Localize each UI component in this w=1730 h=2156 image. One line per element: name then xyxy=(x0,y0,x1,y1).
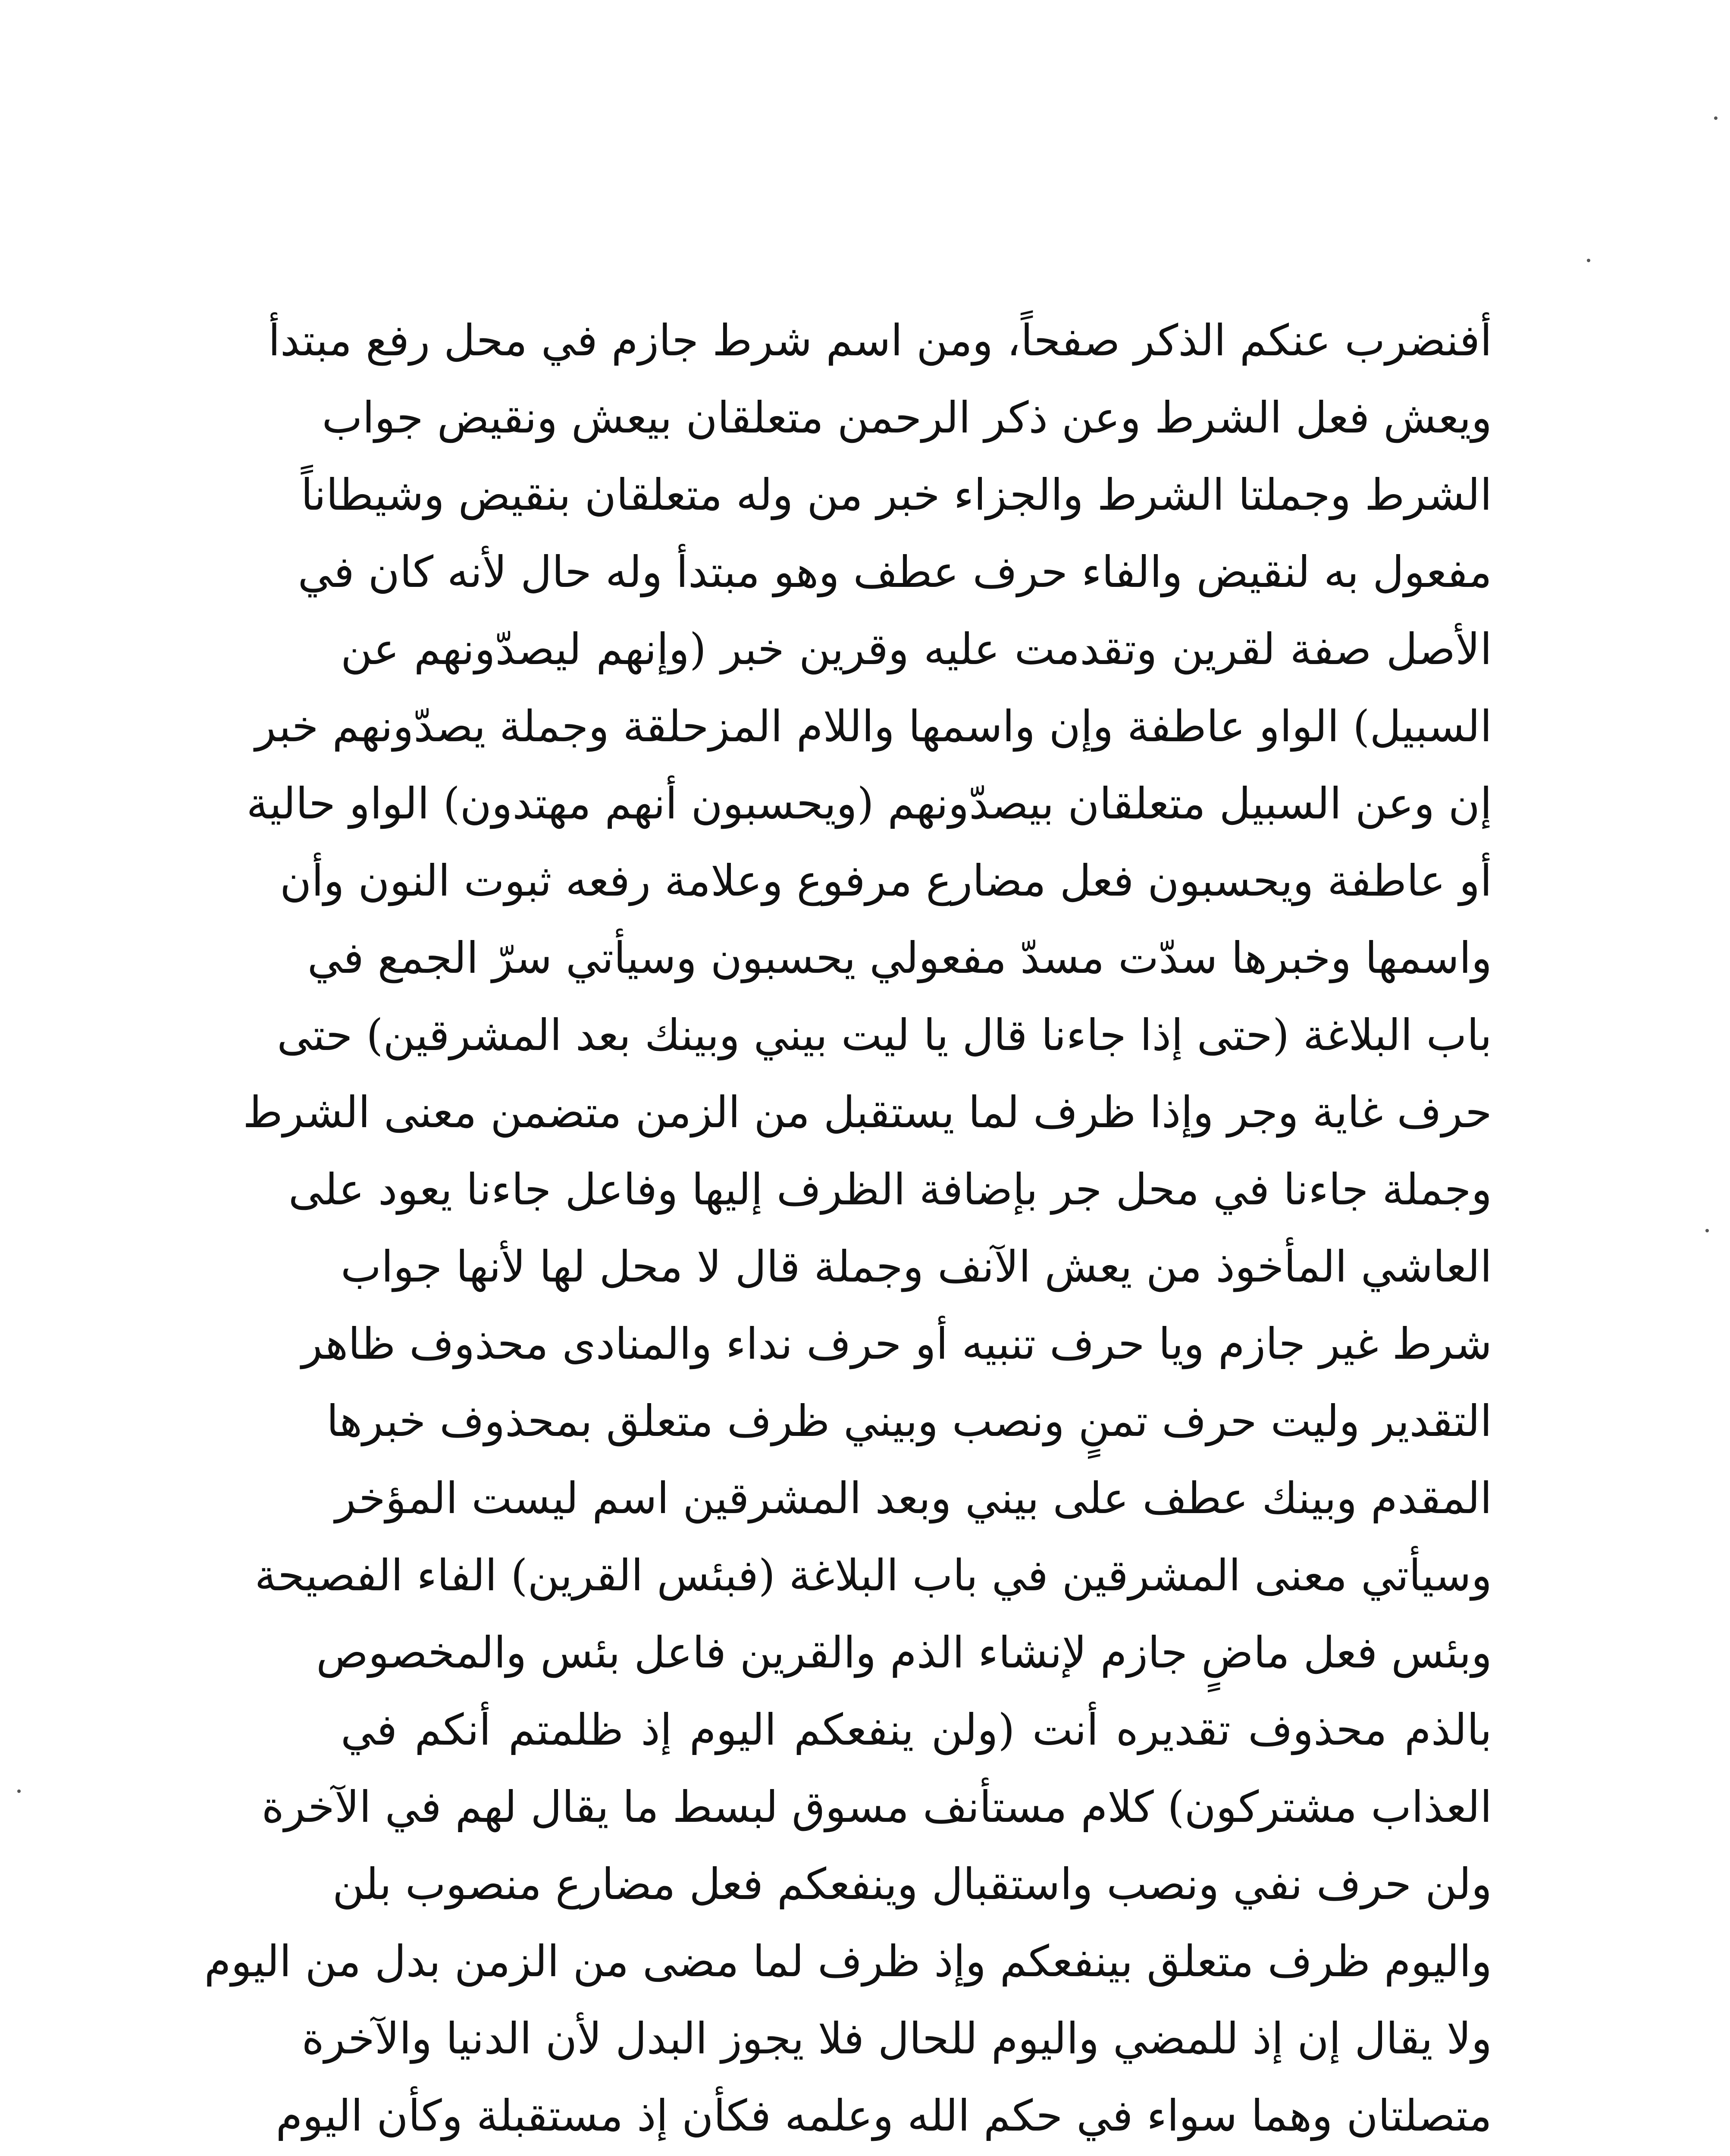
body-text xyxy=(204,302,1492,2156)
text-line: شرط غير جازم ويا حرف تنبيه أو حرف نداء والمنادى محذوف ظاهر xyxy=(301,1319,1492,1369)
text-line: إن وعن السبيل متعلقان بيصدّونهم (ويحسبون أنهم مهتدون) الواو حالية xyxy=(246,778,1492,829)
text-line: العذاب مشتركون) كلام مستأنف مسوق لبسط ما يقال لهم في الآخرة xyxy=(261,1782,1492,1832)
text-line: السبيل) الواو عاطفة وإن واسمها واللام المزحلقة وجملة يصدّونهم خبر xyxy=(255,701,1492,752)
text-line: ويعش فعل الشرط وعن ذكر الرحمن متعلقان بيعش ونقيض جواب xyxy=(322,392,1492,443)
text-line: المقدم وبينك عطف على بيني وبعد المشرقين اسم ليست المؤخر xyxy=(335,1473,1492,1523)
text-line: الشرط وجملتا الشرط والجزاء خبر من وله متعلقان بنقيض وشيطاناً xyxy=(301,470,1492,520)
text-line: واسمها وخبرها سدّت مسدّ مفعولي يحسبون وسيأتي سرّ الجمع في xyxy=(307,933,1492,983)
text-line: وبئس فعل ماضٍ جازم لإنشاء الذم والقرين فاعل بئس والمخصوص xyxy=(316,1627,1492,1678)
text-line: بالذم محذوف تقديره أنت (ولن ينفعكم اليوم إذ ظلمتم أنكم في xyxy=(341,1705,1492,1755)
text-line: باب البلاغة (حتى إذا جاءنا قال يا ليت بيني وبينك بعد المشرقين) حتى xyxy=(277,1010,1492,1060)
text-line: وجملة جاءنا في محل جر بإضافة الظرف إليها وفاعل جاءنا يعود على xyxy=(288,1164,1492,1215)
text-line: ولا يقال إن إذ للمضي واليوم للحال فلا يجوز البدل لأن الدنيا والآخرة xyxy=(301,2013,1492,2064)
text-line: حرف غاية وجر وإذا ظرف لما يستقبل من الزمن متضمن معنى الشرط xyxy=(243,1087,1492,1138)
text-line: أفنضرب عنكم الذكر صفحاً، ومن اسم شرط جازم في محل رفع مبتدأ xyxy=(268,315,1492,366)
scan-speck xyxy=(1705,1229,1709,1232)
scan-speck xyxy=(1714,116,1717,120)
text-line: واليوم ظرف متعلق بينفعكم وإذ ظرف لما مضى من الزمن بدل من اليوم xyxy=(204,1936,1492,1987)
text-line: الأصل صفة لقرين وتقدمت عليه وقرين خبر (وإنهم ليصدّونهم عن xyxy=(341,624,1492,674)
text-line: أو عاطفة ويحسبون فعل مضارع مرفوع وعلامة رفعه ثبوت النون وأن xyxy=(280,856,1492,906)
scan-speck xyxy=(1587,259,1590,262)
text-line: متصلتان وهما سواء في حكم الله وعلمه فكأن إذ مستقبلة وكأن اليوم xyxy=(276,2090,1492,2141)
scan-speck xyxy=(17,1789,21,1793)
text-line: العاشي المأخوذ من يعش الآنف وجملة قال لا محل لها لأنها جواب xyxy=(341,1241,1492,1292)
text-line: وسيأتي معنى المشرقين في باب البلاغة (فبئس القرين) الفاء الفصيحة xyxy=(254,1550,1492,1601)
text-line xyxy=(341,2154,1492,2156)
text-line: ولن حرف نفي ونصب واستقبال وينفعكم فعل مضارع منصوب بلن xyxy=(332,1859,1492,1909)
text-line: مفعول به لنقيض والفاء حرف عطف وهو مبتدأ وله حال لأنه كان في xyxy=(298,547,1492,597)
text-line: التقدير وليت حرف تمنٍ ونصب وبيني ظرف متعلق بمحذوف خبرها xyxy=(326,1396,1492,1446)
